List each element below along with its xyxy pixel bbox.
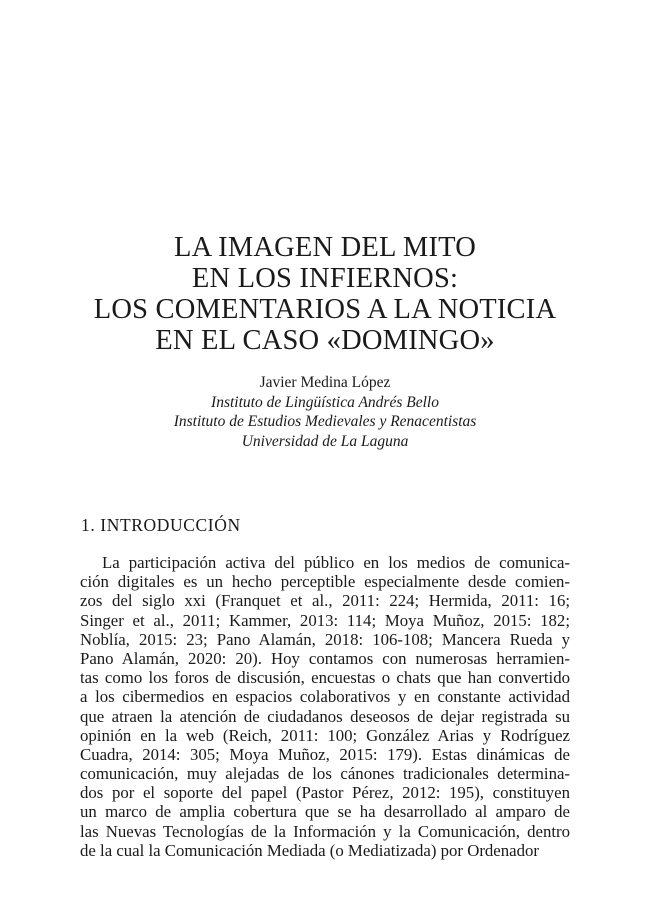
body-paragraph [80, 553, 570, 860]
paragraph-line: comunicación, muy alejadas de los cánones tradicionales determina- [80, 764, 570, 784]
paragraph-line: opinión en la web (Reich, 2011: 100; González Arias y Rodríguez [80, 725, 570, 745]
paragraph-line: que atraen la atención de ciudadanos deseosos de dejar registrada su [80, 706, 570, 726]
paragraph-line: a los cibermedios en espacios colaborativos y en constante actividad [80, 687, 570, 707]
paragraph-line: Cuadra, 2014: 305; Moya Muñoz, 2015: 179). Estas dinámicas de [80, 744, 570, 764]
byline [0, 373, 650, 451]
paragraph-line: Singer et al., 2011; Kammer, 2013: 114; Moya Muñoz, 2015: 182; [80, 610, 570, 630]
paragraph-line: tas como los foros de discusión, encuestas o chats que han convertido [80, 668, 570, 688]
chapter-title-line: EN EL CASO «DOMINGO» [155, 325, 495, 356]
author-name: Javier Medina López [259, 374, 391, 391]
section-heading: 1. INTRODUCCIÓN [81, 515, 241, 535]
affiliation-line: Instituto de Lingüística Andrés Bello [211, 393, 439, 411]
chapter-title-line: EN LOS INFIERNOS: [191, 263, 459, 294]
paragraph-line: ción digitales es un hecho perceptible especialmente desde comien- [80, 572, 570, 592]
paragraph-line: dos por el soporte del papel (Pastor Pérez, 2012: 195), constituyen [80, 783, 570, 803]
paragraph-line: Noblía, 2015: 23; Pano Alamán, 2018: 106-108; Mancera Rueda y [80, 629, 570, 649]
paragraph-line: Pano Alamán, 2020: 20). Hoy contamos con numerosas herramien- [80, 648, 570, 668]
paragraph-line: un marco de amplia cobertura que se ha desarrollado al amparo de [80, 802, 570, 822]
paragraph-line: de la cual la Comunicación Mediada (o Mediatizada) por Ordenador [80, 840, 539, 860]
affiliation-line: Instituto de Estudios Medievales y Renacentistas [173, 413, 477, 430]
chapter-title [0, 232, 650, 356]
paragraph-line: La participación activa del público en los medios de comunica- [102, 553, 570, 572]
chapter-title-line: LA IMAGEN DEL MITO [173, 232, 477, 263]
paragraph-line: las Nuevas Tecnologías de la Información y la Comunicación, dentro [80, 821, 570, 841]
chapter-title-line: LOS COMENTARIOS A LA NOTICIA [93, 294, 557, 325]
affiliation-line: Universidad de La Laguna [241, 432, 409, 450]
paragraph-line: zos del siglo xxi (Franquet et al., 2011: 224; Hermida, 2011: 16; [80, 591, 570, 611]
